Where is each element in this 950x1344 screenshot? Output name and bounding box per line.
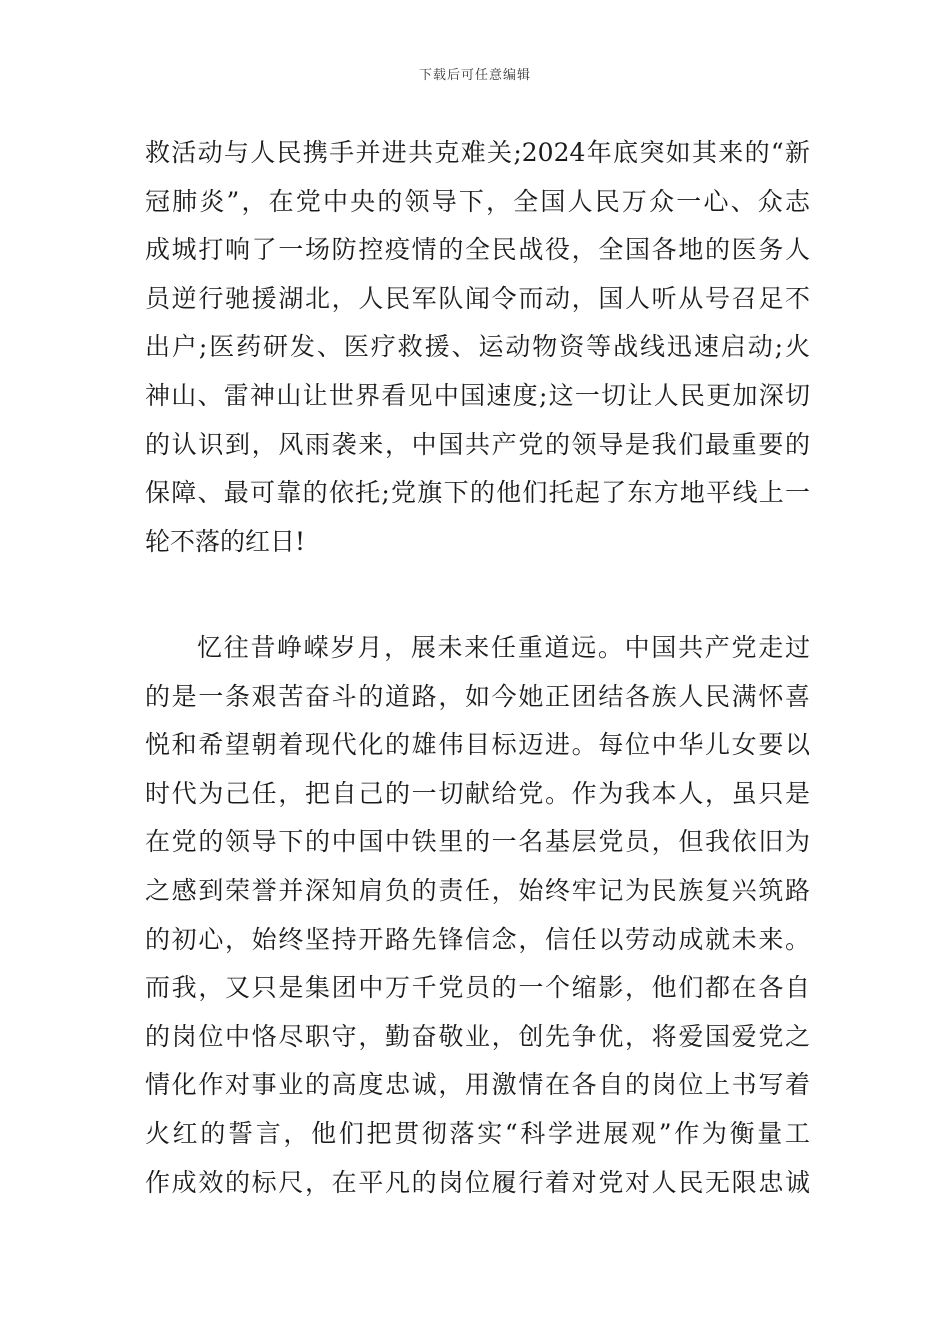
text-line: 轮不落的红日! bbox=[145, 526, 306, 556]
text-line: 在党的领导下的中国中铁里的一名基层党员，但我依旧为 bbox=[145, 827, 810, 857]
text-line: 员逆行驰援湖北，人民军队闻令而动，国人听从号召足不 bbox=[145, 283, 810, 313]
text-line: 时代为己任，把自己的一切献给党。作为我本人，虽只是 bbox=[145, 778, 810, 808]
paragraph-1 bbox=[145, 129, 810, 566]
text-line: 保障、最可靠的依托;党旗下的他们托起了东方地平线上一 bbox=[145, 478, 810, 508]
page-header: 下载后可任意编辑 bbox=[418, 68, 531, 83]
text-line: 神山、雷神山让世界看见中国速度;这一切让人民更加深切 bbox=[145, 380, 810, 410]
text-line: 情化作对事业的高度忠诚，用激情在各自的岗位上书写着 bbox=[145, 1070, 810, 1100]
text-line: 的岗位中恪尽职守，勤奋敬业，创先争优，将爱国爱党之 bbox=[145, 1021, 810, 1051]
text-line: 火红的誓言，他们把贯彻落实“科学进展观”作为衡量工 bbox=[145, 1118, 810, 1148]
text-line: 成城打响了一场防控疫情的全民战役，全国各地的医务人 bbox=[145, 235, 810, 265]
text-line: 的是一条艰苦奋斗的道路，如今她正团结各族人民满怀喜 bbox=[145, 681, 810, 711]
text-line: 的初心，始终坚持开路先锋信念，信任以劳动成就未来。 bbox=[145, 924, 810, 954]
text-line: 忆往昔峥嵘岁月，展未来任重道远。中国共产党走过 bbox=[197, 633, 810, 662]
text-line: 救活动与人民携手并进共克难关;2024年底突如其来的“新 bbox=[145, 138, 810, 167]
text-line: 之感到荣誉并深知肩负的责任，始终牢记为民族复兴筑路 bbox=[145, 875, 810, 905]
text-line: 的认识到，风雨袭来，中国共产党的领导是我们最重要的 bbox=[145, 429, 810, 459]
text-line: 冠肺炎”，在党中央的领导下，全国人民万众一心、众志 bbox=[145, 186, 810, 216]
text-line: 悦和希望朝着现代化的雄伟目标迈进。每位中华儿女要以 bbox=[145, 730, 810, 760]
text-line: 而我，又只是集团中万千党员的一个缩影，他们都在各自 bbox=[145, 973, 810, 1003]
paragraph-2 bbox=[145, 624, 810, 1207]
text-line: 出户;医药研发、医疗救援、运动物资等战线迅速启动;火 bbox=[145, 332, 810, 362]
text-line: 作成效的标尺，在平凡的岗位履行着对党对人民无限忠诚 bbox=[145, 1167, 810, 1197]
